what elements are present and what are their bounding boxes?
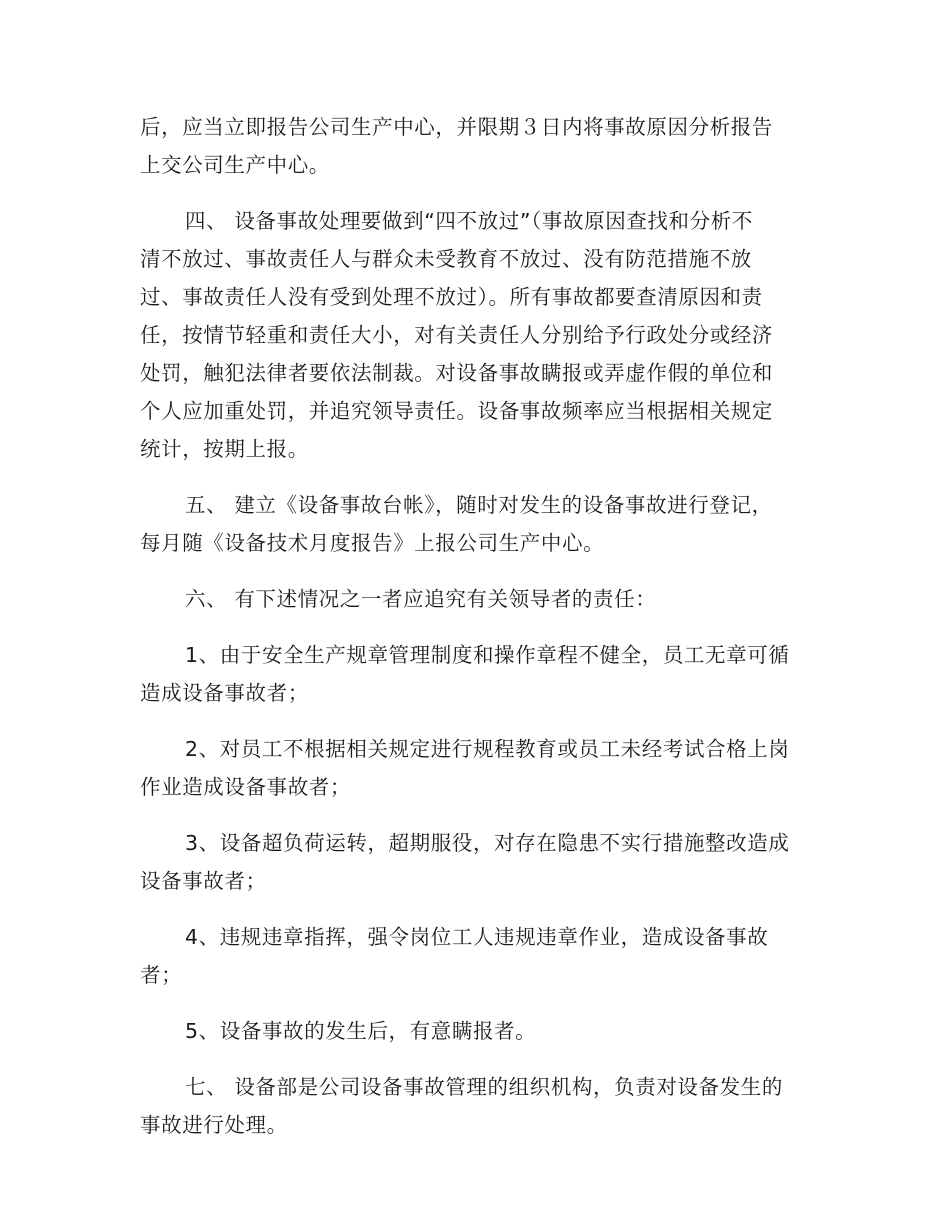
text-line: 事故进行处理。: [140, 1113, 288, 1137]
text-line: 后，应当立即报告公司生产中心，并限期３日内将事故原因分析报告: [140, 115, 773, 139]
text-line: 造成设备事故者；: [140, 681, 309, 705]
text-line: 者；: [140, 963, 183, 987]
text-line: 任，按情节轻重和责任大小，对有关责任人分别给予行政处分或经济: [140, 323, 773, 347]
text-line: 过、事故责任人没有受到处理不放过）。所有事故都要查清原因和责: [140, 285, 763, 309]
text-line: 六、 有下述情况之一者应追究有关领导者的责任：: [185, 587, 657, 611]
text-line: 个人应加重处罚，并追究领导责任。设备事故频率应当根据相关规定: [140, 399, 773, 423]
text-line: 1、由于安全生产规章管理制度和操作章程不健全，员工无章可循: [185, 643, 790, 667]
text-line: 四、 设备事故处理要做到“四不放过”（事故原因查找和分析不: [185, 209, 753, 233]
text-line: 作业造成设备事故者；: [140, 775, 351, 799]
text-line: 五、 建立《设备事故台帐》，随时对发生的设备事故进行登记，: [185, 493, 773, 517]
text-line: 4、违规违章指挥，强令岗位工人违规违章作业，造成设备事故: [185, 925, 769, 949]
text-line: 每月随《设备技术月度报告》上报公司生产中心。: [140, 531, 605, 555]
text-line: 处罚，触犯法律者要依法制裁。对设备事故瞒报或弄虚作假的单位和: [140, 361, 773, 385]
text-line: 设备事故者；: [140, 869, 267, 893]
text-line: 3、设备超负荷运转，超期服役，对存在隐患不实行措施整改造成: [185, 831, 790, 855]
text-line: 清不放过、事故责任人与群众未受教育不放过、没有防范措施不放: [140, 247, 752, 271]
text-line: 七、 设备部是公司设备事故管理的组织机构，负责对设备发生的: [185, 1075, 783, 1099]
text-line: 2、对员工不根据相关规定进行规程教育或员工未经考试合格上岗: [185, 737, 790, 761]
text-line: 上交公司生产中心。: [140, 153, 330, 177]
text-line: 5、设备事故的发生后，有意瞒报者。: [185, 1019, 537, 1043]
text-line: 统计，按期上报。: [140, 437, 309, 461]
